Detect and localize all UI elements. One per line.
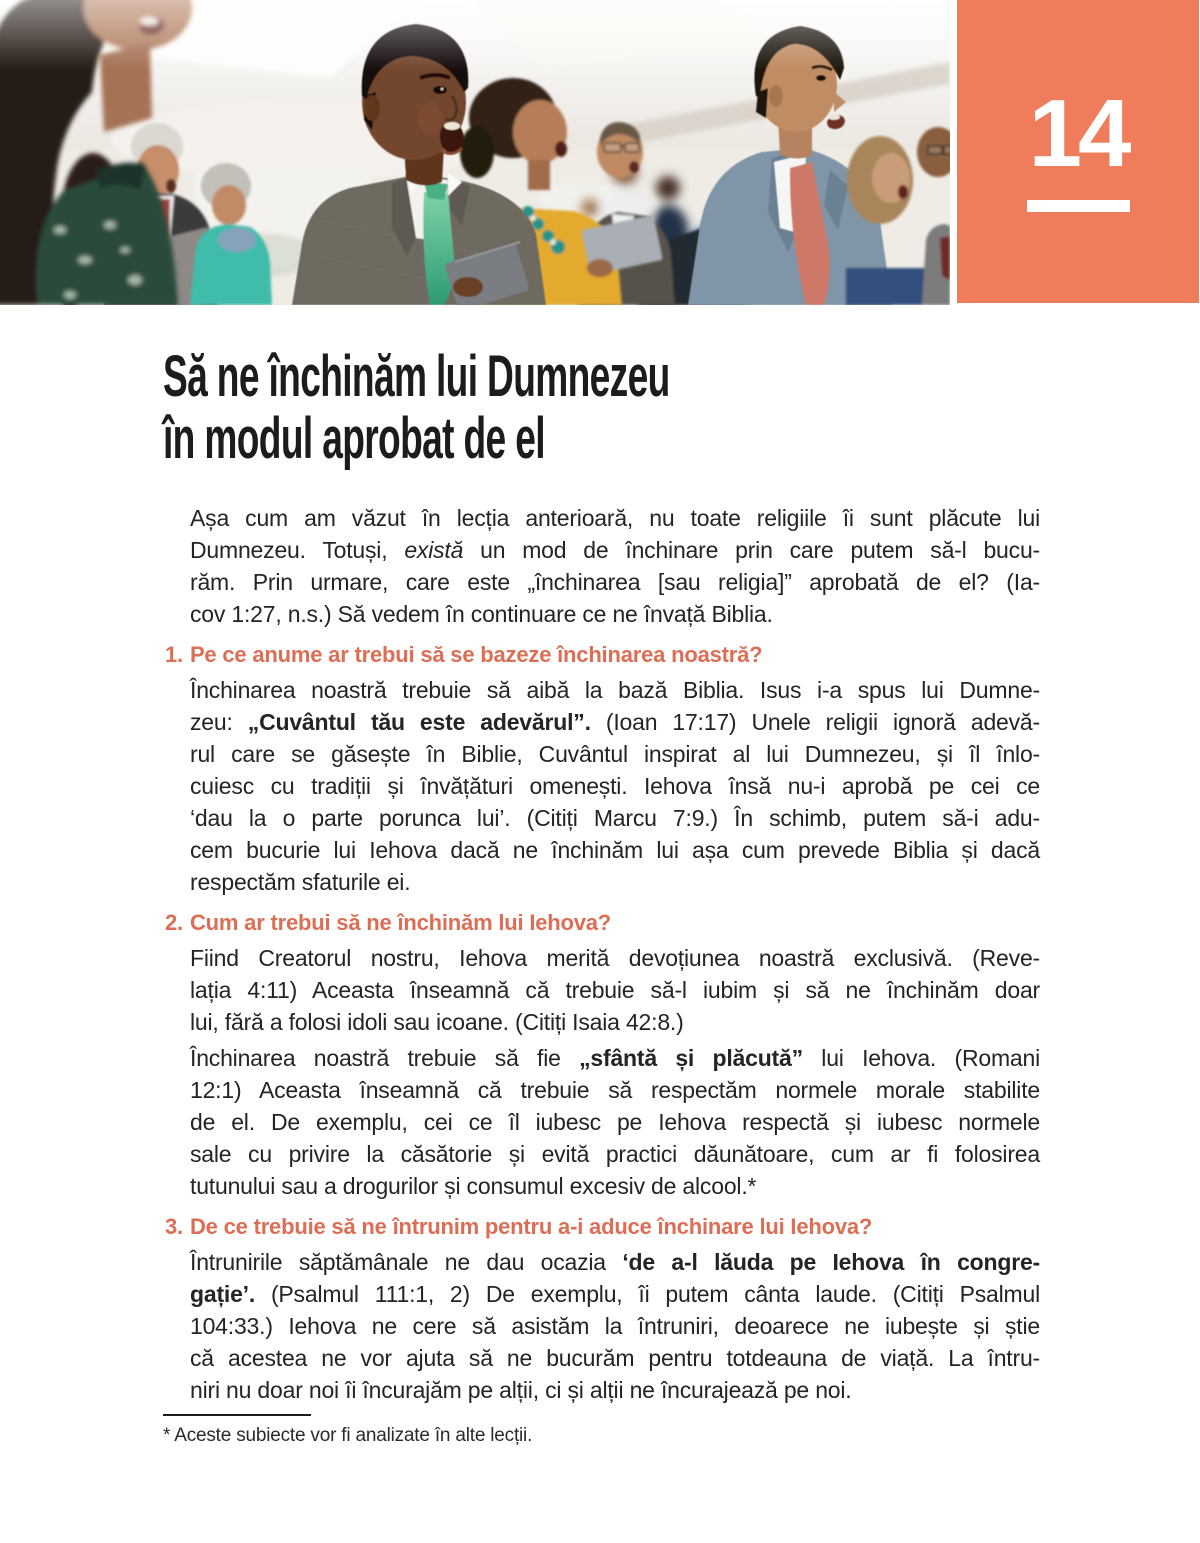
question-3-heading (163, 1213, 1040, 1241)
question-1-heading (163, 641, 1040, 669)
paragraph-3: Închinarea noastră trebuie să fie „sfântă și plăcută” lui Iehova. (Romani 12:1) Aceasta înseamnă că trebuie să respectăm normele morale stabilite de el. De exemplu, cei ce îl iubesc pe Iehova respectă și iubesc normele sale cu privire la căsătorie și evită practici dăunătoare, cum ar fi folosirea tutunului sau a drogurilor și consumul excesiv de alcool.* (190, 1045, 1040, 1199)
question-2-heading (163, 909, 1040, 937)
congregation-photo-art (0, 0, 950, 305)
paragraph-4: Întrunirile săptămânale ne dau ocazia ‘de a-l lăuda pe Iehova în congre- gație’. (Psalmul 111:1, 2) De exemplu, îi putem cânta laude. (Citiți Psalmul 104:33.) Iehova ne cere să asistăm la întruniri, deoarece ne iubește și știe că acestea ne vor ajuta să ne bucurăm pentru totdeauna de viață. La întru- niri nu doar noi îi încurajăm pe alții, ci și alții ne încurajează pe noi. (190, 1249, 1041, 1403)
footnote-rule (163, 1414, 311, 1416)
footnote-text: * Aceste subiecte vor fi analizate în alte lecții. (163, 1425, 533, 1446)
chapter-badge (957, 0, 1199, 303)
question-1-text: Pe ce anume ar trebui să se bazeze închinarea noastră? (189, 642, 763, 667)
question-2-text: Cum ar trebui să ne închinăm lui Iehova? (189, 910, 612, 935)
section-question-2 (163, 909, 1040, 1202)
chapter-number: 14 (1028, 80, 1128, 187)
page-title-line-1: Să ne închinăm lui Dumnezeu (163, 344, 670, 409)
question-2-number: 2. (165, 910, 183, 935)
congregation-photo (0, 0, 950, 305)
page-title (163, 346, 1040, 470)
intro-paragraph: Așa cum am văzut în lecția anterioară, nu toate religiile îi sunt plăcute lui Dumnezeu. Totuși, există un mod de închinare prin care putem să-l bucu- răm. Prin urmare, care este „închinarea [sau religia]” aprobată de el? (Ia- cov 1:27, n.s.) Să vedem în continuare ce ne învață Biblia. (190, 505, 1040, 627)
chapter-underline (1027, 200, 1130, 212)
question-3-text: De ce trebuie să ne întrunim pentru a-i aduce închinare lui Iehova? (189, 1214, 873, 1239)
paragraph-2: Fiind Creatorul nostru, Iehova merită devoțiunea noastră exclusivă. (Reve- lația 4:11) Aceasta înseamnă că trebuie să-l iubim și să ne închinăm doar lui, fără a folosi idoli sau icoane. (Citiți Isaia 42:8.) (190, 945, 1040, 1035)
page-title-line-2: în modul aprobat de el (163, 406, 545, 471)
paragraph-1: Închinarea noastră trebuie să aibă la bază Biblia. Isus i-a spus lui Dumne- zeu: „Cuvântul tău este adevărul”. (Ioan 17:17) Unele religii ignoră adevă- rul care se găsește în Biblie, Cuvântul inspirat al lui Dumnezeu, și îl înlo- cuiesc cu tradiții și învățături omenești. Iehova însă nu-i aprobă pe cei ce ‘dau la o parte porunca lui’. (Citiți Marcu 7:9.) În schimb, putem să-i adu- cem bucurie lui Iehova dacă ne închinăm lui așa cum prevede Biblia și dacă respectăm sfaturile ei. (190, 677, 1040, 895)
lesson-content (163, 305, 1040, 1448)
section-question-1 (163, 641, 1040, 898)
question-1-number: 1. (165, 642, 183, 667)
section-question-3 (163, 1213, 1040, 1406)
question-3-number: 3. (165, 1214, 183, 1239)
